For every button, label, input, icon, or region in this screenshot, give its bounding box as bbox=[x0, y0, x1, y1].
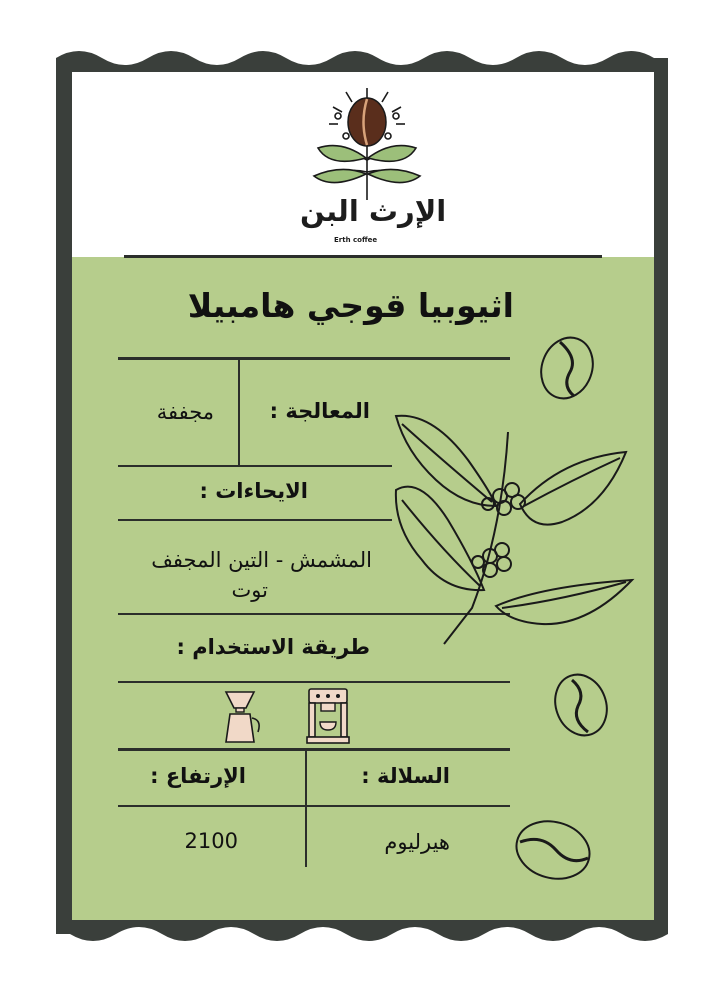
coffee-bean-icon-3 bbox=[512, 816, 594, 884]
divider-7 bbox=[118, 805, 510, 807]
top-divider bbox=[124, 255, 602, 258]
divider-6 bbox=[118, 748, 510, 751]
label-card bbox=[72, 72, 654, 920]
notes-label: الايحاءات : bbox=[199, 479, 308, 503]
processing-value: مجففة bbox=[156, 400, 214, 424]
brand-name-en: Erth coffee bbox=[334, 236, 378, 244]
espresso-machine-icon bbox=[306, 686, 350, 746]
variety-value: هيرليوم bbox=[384, 830, 450, 854]
notes-line-1: المشمش - التين المجفف bbox=[151, 548, 372, 572]
table-divider-vertical bbox=[305, 751, 307, 867]
brand-name-ar: الإرث البن bbox=[300, 194, 447, 228]
divider-5 bbox=[118, 681, 510, 683]
notes-line-2: توت bbox=[231, 578, 268, 602]
altitude-label: الإرتفاع : bbox=[150, 764, 246, 788]
altitude-value: 2100 bbox=[184, 829, 238, 853]
divider-2 bbox=[118, 465, 392, 467]
processing-label: المعالجة : bbox=[269, 399, 370, 423]
coffee-bean-icon-1 bbox=[538, 334, 596, 402]
coffee-bean-icon-2 bbox=[552, 670, 610, 740]
processing-divider-vertical bbox=[238, 360, 240, 466]
divider-1 bbox=[118, 357, 510, 360]
pour-over-icon bbox=[220, 688, 266, 746]
product-title: اثيوبيا قوجي هامبيلا bbox=[187, 286, 514, 325]
divider-3 bbox=[118, 519, 392, 521]
coffee-branch-icon bbox=[392, 410, 642, 650]
coffee-plant-logo-icon bbox=[302, 82, 432, 207]
brewing-label: طريقة الاستخدام : bbox=[176, 635, 370, 659]
variety-label: السلالة : bbox=[361, 764, 450, 788]
